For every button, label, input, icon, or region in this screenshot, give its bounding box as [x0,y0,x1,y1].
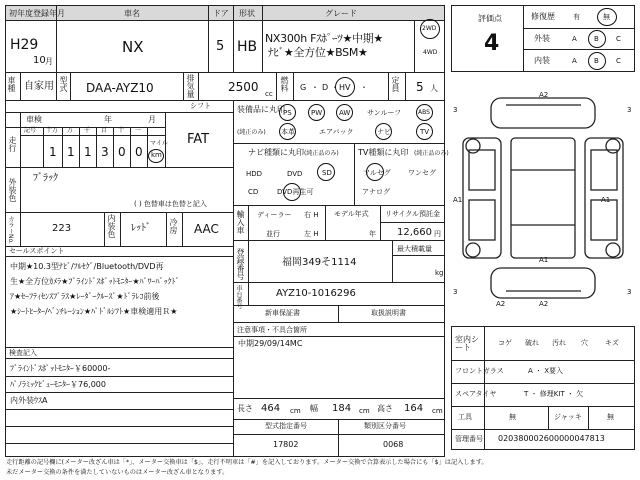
fuel-sep2: ・ [331,83,339,92]
tools-value: 無 [509,413,516,421]
mgmt-no: 020380002600000047813 [498,434,605,443]
car-damage-diagram [451,90,635,310]
jack-label: ジャッキ [554,413,582,421]
mileage-digit-2: 1 [67,145,75,159]
interior-label: 内装 [534,56,550,65]
navi-cd: CD [248,188,259,196]
bracket-tr: 3 [627,106,632,114]
reg-month: 10 [33,55,46,66]
capacity-unit: 人 [430,84,438,93]
equip-sunroof: サンルーフ [367,109,402,117]
interior-a: A [572,57,577,65]
capacity-label: 定員 [391,76,400,92]
sheet-yogore: 汚れ [552,339,566,347]
fuel-label: 燃料 [280,76,289,92]
shift-value: FAT [187,132,210,147]
notes-text: 中期29/09/14MC [238,339,303,348]
exterior-color-label: 外装色 [8,178,17,202]
score-label: 評価点 [478,14,502,23]
spare-label: スペアタイヤ [455,390,497,398]
import-left: 左 H [304,230,319,238]
windshield-label: フロントガラス [455,367,504,375]
width: 184 [332,403,352,414]
footer-line-2: 未だメーター交換の条件を満たしていないものはメーター改ざん車となります。 [6,469,229,476]
equipment-sub-label: (純正のみ) [237,129,266,136]
width-label: 幅 [310,404,318,413]
inspector-line-3: 内外装ｳｽA [10,396,48,405]
equip-abs: ABS [418,109,430,116]
import-dealer: ディーラー [257,211,292,219]
car-kind: 自家用 [24,81,54,92]
equip-leather: 本革 [281,128,295,136]
repair-none: 無 [603,13,610,21]
sales-points-label: セールスポイント [9,247,65,255]
model-year-unit: 年 [369,230,376,238]
doors: 5 [216,39,225,54]
reg-year: H29 [10,37,39,53]
equipment-label: 装備品に丸印 [237,105,285,114]
max-load-label: 最大積載量 [397,245,432,253]
jack-value: 無 [607,413,614,421]
mileage-col-3: 千 [84,127,91,134]
recycle-unit: 円 [434,230,441,238]
inspector-label: 検査記入 [9,349,37,357]
import-right: 右 H [304,211,319,219]
shape-label: 形状 [239,9,255,18]
height-unit: cm [432,407,443,415]
inspector-line-1: ﾌﾞﾗｲﾝﾄﾞｽﾎﾟｯﾄﾓﾆﾀｰ￥60000- [10,364,111,373]
inspector-line-2: ﾊﾟﾉﾗﾐｯｸﾋﾞｭｰﾓﾆﾀｰ￥76,000 [10,380,106,389]
width-unit: cm [359,407,370,415]
sales-line-4: ★ｼｰﾄﾋｰﾀｰ/ﾍﾞﾝﾁﾚｰｼｮﾝ★ﾊﾟﾄﾞﾙｼﾌﾄ★車検適用Ｒ★ [10,307,178,316]
interior-color-label: 内装色 [107,214,116,238]
fuel-g: G [300,83,307,92]
exterior-a: A [572,35,577,43]
type-cert: 17802 [273,440,299,449]
equip-navi: ナビ [377,128,391,136]
length-label: 長さ [237,404,253,413]
exterior-color-value: ﾌﾞﾗｯｸ [33,173,58,184]
recycle-label: リサイクル預託金 [385,210,441,218]
sheet-kizu: キズ [605,339,619,347]
sheet-ana: 穴 [581,339,588,347]
navi-hdd: HDD [246,170,263,178]
capacity: 5 [416,80,424,94]
notes-label: 注意事項・不具合箇所 [237,326,307,334]
car-kind-label: 車種 [7,76,16,92]
height-label: 高さ [377,404,393,413]
interior-c: C [616,57,621,65]
reg-no-label: 登録番号 [236,248,245,280]
mileage-col-6: 一 [135,127,142,134]
score: 4 [484,31,500,56]
model-label: 型式 [59,76,68,92]
warranty-label: 新車保証書 [265,309,300,317]
tv-analog: アナログ [362,188,390,196]
model: DAA-AYZ10 [86,81,154,95]
car-name-label: 車名 [124,9,140,18]
fuel-sep3: ・ [360,83,368,92]
bracket-tl: 3 [453,106,458,114]
interior-color: ﾚｯﾄﾞ [131,223,151,234]
equip-ps: PS [283,109,292,117]
fuel-d: D [322,83,329,92]
navi-type-label: ナビ種類に丸印 [248,148,304,157]
diagram-label-a1-left: A1 [453,196,463,204]
equip-pw: PW [311,109,323,117]
chassis-no: AYZ10-1016296 [276,288,356,299]
mileage-digit-6: 0 [135,145,143,159]
fuel-hv: HV [339,83,351,92]
category-label: 類別区分番号 [364,422,406,430]
grade-line1: NX300h Fｽﾎﾟｰﾂ★中期★ [265,32,383,45]
repair-label: 修復歴 [531,12,555,21]
footer-line-1: 走行距離の記号欄に(メーター改ざん車は「*」、メーター交換車は「$」、走行不明車は「#」を記入しております。メーター交換で合算表示した場合にも「$」は記入します。 [6,459,488,466]
ac-value: AAC [194,222,219,236]
exterior-c: C [616,35,621,43]
inspection-year-unit: 年 [104,115,112,124]
car-name: NX [122,38,144,56]
import-parallel: 並行 [266,230,280,238]
sales-line-2: 生★全方位ｶﾒﾗ★ﾌﾞﾗｲﾝﾄﾞｽﾎﾟｯﾄﾓﾆﾀｰ★ﾊﾟﾜｰﾊﾞｯｸﾄﾞ [10,277,180,286]
mileage-digit-1: 1 [49,145,57,159]
ac-label: 冷房 [169,218,178,234]
manual-label: 取扱説明書 [371,309,406,317]
exterior-color-note: ( ) 色替車は色替と記入 [134,200,207,208]
spare-value: T ・ 修理KIT ・ 欠 [524,390,584,398]
mileage-col-5: 十 [118,127,125,134]
repair-has: 有 [573,13,580,21]
interior-b: B [594,57,599,65]
mileage-col-1: 十万 [46,127,59,134]
diagram-label-a1-right: A1 [601,196,611,204]
drive-2wd: 2WD [422,25,437,32]
mileage-digit-3: 1 [84,145,92,159]
tv-type-sub: (純正品のみ) [414,150,449,157]
tv-type-label: TV種類に丸印 [358,148,409,157]
navi-dvdplay: DVD再生可 [277,188,314,196]
height: 164 [404,403,424,414]
equip-tv: TV [420,128,430,136]
bracket-br: 3 [627,288,632,296]
navi-sd: SD [322,169,332,177]
first-reg-label: 初年度登録年月 [9,9,65,18]
color-no-label: カラーNo. [7,216,14,244]
sales-line-1: 中期★10.3型ﾅﾋﾞ/ﾌﾙｾｸﾞ/Bluetooth/DVD再 [10,262,164,271]
bracket-bl: 3 [453,288,458,296]
tv-oneseg: ワンセグ [408,169,436,177]
displacement-unit: cc [265,90,273,98]
type-cert-label: 型式指定番号 [265,422,307,430]
navi-type-sub: (純正品のみ) [304,150,339,157]
import-label: 輸入車 [236,210,245,234]
reg-month-unit: 月 [45,57,53,66]
shift-label: シフト [190,102,211,110]
mileage-digit-4: 3 [101,145,109,159]
sheet-yabure: 破れ [525,339,539,347]
drive-4wd: 4WD [423,49,438,56]
sales-line-3: ｱ★ｾｰﾌﾃｨｾﾝｽﾌﾟﾗｽ★ﾚｰﾀﾞｰｸﾙｰｽﾞ★ﾄﾞﾗﾚｺ前後 [10,292,160,301]
displacement: 2500 [228,80,259,94]
recycle-amount: 12,660 [397,227,432,238]
diagram-label-a2-side: A2 [496,300,506,308]
chassis-label: 車台番号 [235,285,242,309]
equip-airbag: エアバック [319,128,354,136]
exterior-b: B [594,35,599,43]
model-year-label: モデル年式 [334,210,369,218]
fuel-sep1: ・ [311,83,319,92]
category: 0068 [383,440,404,449]
equip-aw: AW [339,109,351,117]
length: 464 [261,403,281,414]
navi-dvd: DVD [287,170,303,178]
length-unit: cm [290,407,301,415]
grade-label: グレード [325,9,357,18]
diagram-label-a2-bottom: A2 [539,300,549,308]
max-load-unit: kg [435,269,444,277]
inspection-month-unit: 月 [148,115,156,124]
mileage-col-2: 万 [67,127,74,134]
tv-fullseg: フルセグ [363,169,391,177]
km-label: km [151,151,162,159]
exterior-label: 外装 [534,34,550,43]
mileage-digit-5: 0 [118,145,126,159]
windshield-value: A ・ X要入 [528,367,564,375]
mileage-col-4: 百 [101,127,108,134]
mileage-label: 走行 [8,136,17,152]
shape: HB [237,39,258,55]
inspection-label: 車検 [26,115,42,124]
mileage-col-0: 記号 [24,127,37,134]
door-label: ドア [213,9,229,18]
grade-line2: ﾅﾋﾞ★全方位★BSM★ [268,46,368,59]
mile-label: マイル [150,140,168,147]
reg-no: 福岡349そ1114 [282,257,357,268]
diagram-label-a2-top: A2 [539,91,549,99]
tools-label: 工具 [458,413,472,421]
mgmt-label: 管理番号 [455,435,483,443]
displacement-label: 排気量 [186,74,195,98]
diagram-label-a1-rear: A1 [539,256,549,264]
interior-sheet-label: 室内シート [455,335,479,352]
sheet-koge: コゲ [498,339,512,347]
color-no: 223 [52,223,72,234]
